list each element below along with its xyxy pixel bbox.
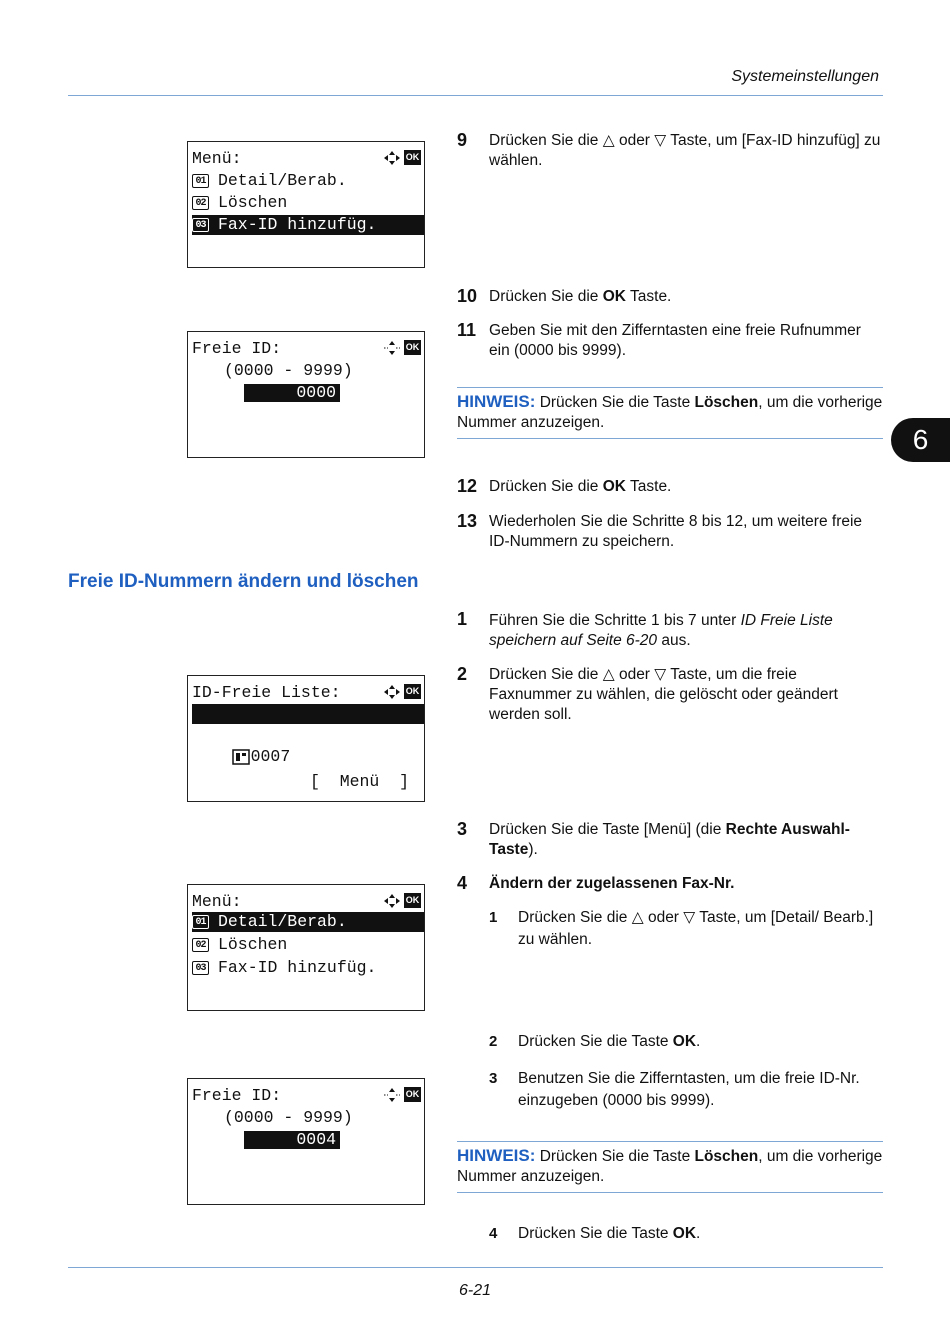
lcd-softkey-menu: [ Menü ] [310, 772, 410, 791]
step-text: Führen Sie die Schritte 1 bis 7 unter ID Freie Liste speichern auf Seite 6-20 aus. [489, 612, 833, 649]
lcd-menu-detail [187, 884, 425, 1011]
cross-reference-link[interactable]: ID Freie Liste speichern auf Seite 6-20 [489, 612, 833, 649]
lcd-title: ID-Freie Liste: [192, 683, 341, 702]
lcd-menu-item-selected: 03 Fax-ID hinzufüg. [192, 215, 424, 235]
lcd-free-id-edit [187, 1078, 425, 1205]
lcd-menu-item: 02 Löschen [192, 935, 424, 955]
note-label: HINWEIS: [457, 392, 536, 411]
note-box: HINWEIS: Drücken Sie die Taste Löschen, um die vorherige Nummer anzuzeigen. [457, 387, 883, 439]
lcd-title: Freie ID: [192, 339, 282, 358]
lcd-id-value: 0000 [244, 384, 340, 402]
step-text: Drücken Sie die OK Taste. [489, 288, 672, 305]
step-number: 13 [457, 511, 478, 531]
step-text: Drücken Sie die OK Taste. [489, 478, 672, 495]
section-heading: Freie ID-Nummern ändern und löschen [68, 571, 419, 592]
lcd-list-item: 0007 [192, 727, 424, 747]
note-label: HINWEIS: [457, 1146, 536, 1165]
navigation-ok-icon: OK [383, 893, 421, 909]
step-text: Geben Sie mit den Zifferntasten eine freie Rufnummer ein (0000 bis 9999). [489, 322, 861, 359]
fax-number-icon [232, 749, 250, 765]
page-number: 6-21 [458, 1282, 492, 1299]
lcd-menu-item-selected: 01 Detail/Berab. [192, 912, 424, 932]
substep-text: Drücken Sie die Taste OK. [518, 1225, 701, 1242]
step-text: Drücken Sie die △ oder ▽ Taste, um die freie Faxnummer zu wählen, die gelöscht oder geändert werden soll. [489, 666, 838, 723]
step-title: Ändern der zugelassenen Fax-Nr. [489, 875, 735, 892]
substep-number: 4 [489, 1225, 498, 1242]
substep-number: 2 [489, 1033, 498, 1050]
navigation-ok-icon: OK [383, 1087, 421, 1103]
footer-rule [68, 1267, 883, 1268]
step-number: 2 [457, 664, 468, 684]
lcd-list-item-selected: 0004 [192, 704, 424, 724]
substep-number: 1 [489, 909, 498, 926]
lcd-menu-item: 03 Fax-ID hinzufüg. [192, 958, 424, 978]
substep-text: Benutzen Sie die Zifferntasten, um die freie ID-Nr. einzugeben (0000 bis 9999). [518, 1070, 860, 1109]
lcd-menu-item: 02 Löschen [192, 193, 424, 213]
note-box: HINWEIS: Drücken Sie die Taste Löschen, um die vorherige Nummer anzuzeigen. [457, 1141, 883, 1193]
navigation-ok-icon: OK [383, 150, 421, 166]
substep-number: 3 [489, 1070, 498, 1087]
lcd-title: Menü: [192, 892, 242, 911]
step-number: 3 [457, 819, 468, 839]
step-text: Wiederholen Sie die Schritte 8 bis 12, um weitere freie ID-Nummern zu speichern. [489, 513, 863, 550]
lcd-menu-fax-id [187, 141, 425, 268]
step-number: 9 [457, 130, 468, 150]
step-number: 1 [457, 609, 468, 629]
lcd-free-id-list [187, 675, 425, 802]
lcd-id-value: 0004 [244, 1131, 340, 1149]
step-text: Drücken Sie die Taste [Menü] (die Rechte Auswahl-Taste). [489, 821, 850, 858]
chapter-tab: 6 [891, 418, 950, 462]
lcd-title: Freie ID: [192, 1086, 282, 1105]
lcd-free-id-entry [187, 331, 425, 458]
lcd-range: (0000 - 9999) [224, 1108, 353, 1127]
substep-text: Drücken Sie die Taste OK. [518, 1033, 701, 1050]
step-number: 11 [457, 320, 477, 340]
running-header: Systemeinstellungen [731, 68, 879, 85]
lcd-range: (0000 - 9999) [224, 361, 353, 380]
step-number: 10 [457, 286, 478, 306]
header-rule [68, 95, 883, 96]
step-number: 4 [457, 873, 468, 893]
lcd-menu-item: 01 Detail/Berab. [192, 171, 424, 191]
step-number: 12 [457, 476, 478, 496]
substep-text: Drücken Sie die △ oder ▽ Taste, um [Detail/ Bearb.] zu wählen. [518, 909, 874, 948]
lcd-title: Menü: [192, 149, 242, 168]
navigation-ok-icon: OK [383, 684, 421, 700]
step-text: Drücken Sie die △ oder ▽ Taste, um [Fax-ID hinzufüg] zu wählen. [489, 132, 881, 169]
navigation-ok-icon: OK [383, 340, 421, 356]
